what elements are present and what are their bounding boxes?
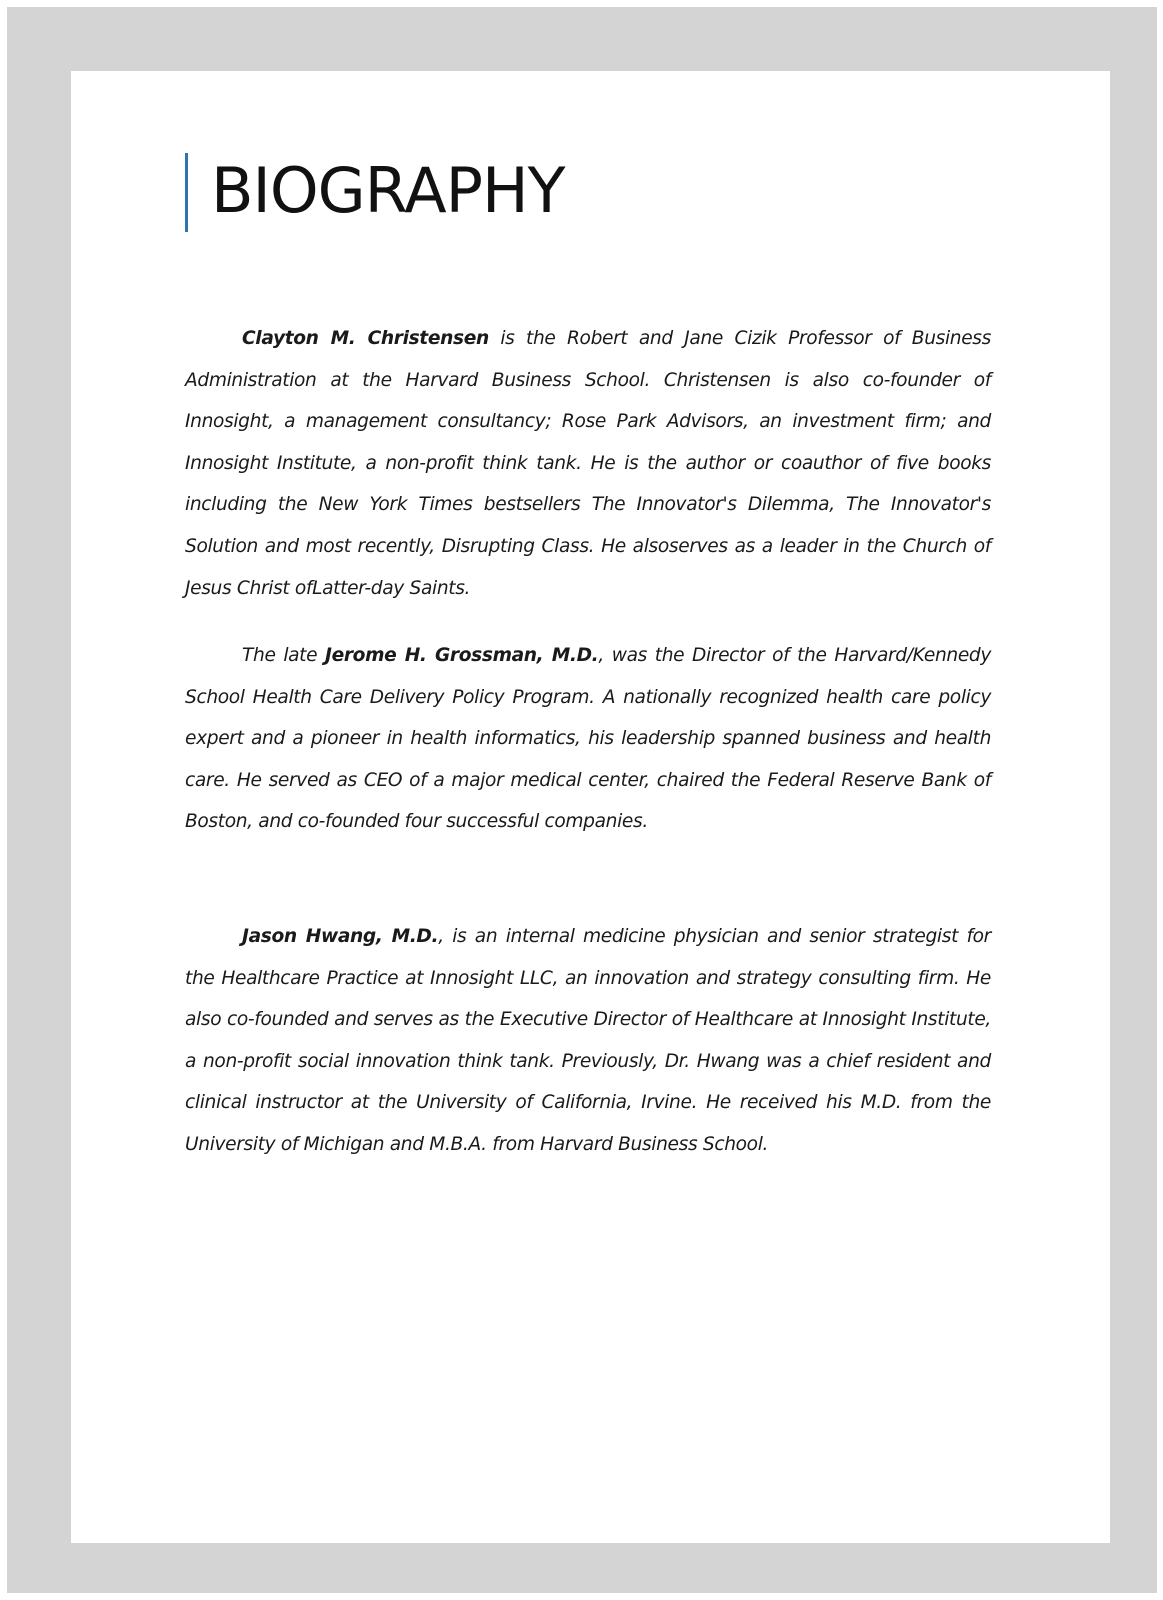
bio-prefix: The late (242, 645, 325, 666)
bio-paragraph-christensen (185, 318, 991, 609)
bio-text: is the Robert and Jane Cizik Professor of Business Administration at the Harvard Business School. Christensen is also co-founder of Innosight, a management consultancy; Rose Park Advisors, an investment firm; and Innosight Institute, a non-profit think tank. He is the author or coauthor of five books including the New York Times bestsellers The Innovator's Dilemma, The Innovator's Solution and most recently, Disrupting Class. He alsoserves as a leader in the Church of Jesus Christ ofLatter-day Saints. (185, 328, 991, 599)
page-title: BIOGRAPHY (211, 154, 565, 227)
bio-name: Jason Hwang, M.D. (242, 926, 439, 947)
title-accent-bar (185, 153, 188, 232)
bio-text: , was the Director of the Harvard/Kennedy School Health Care Delivery Policy Program. A nationally recognized health care policy expert and a pioneer in health informatics, his leadership spanned business and health care. He served as CEO of a major medical center, chaired the Federal Reserve Bank of Boston, and co-founded four successful companies. (185, 645, 992, 833)
page-frame (7, 7, 1157, 1593)
bio-paragraph-hwang (185, 916, 991, 1166)
bio-paragraph-grossman (185, 635, 991, 843)
bio-text: , is an internal medicine physician and senior strategist for the Healthcare Practice at Innosight LLC, an innovation and strategy consulting firm. He also co-founded and serves as the Executive Director of Healthcare at Innosight Institute, a non-profit social innovation think tank. Previously, Dr. Hwang was a chief resident and clinical instructor at the University of California, Irvine. He received his M.D. from the University of Michigan and M.B.A. from Harvard Business School. (185, 926, 991, 1155)
bio-name: Jerome H. Grossman, M.D. (325, 645, 599, 666)
bio-name: Clayton M. Christensen (242, 328, 489, 349)
document-page (71, 71, 1110, 1543)
